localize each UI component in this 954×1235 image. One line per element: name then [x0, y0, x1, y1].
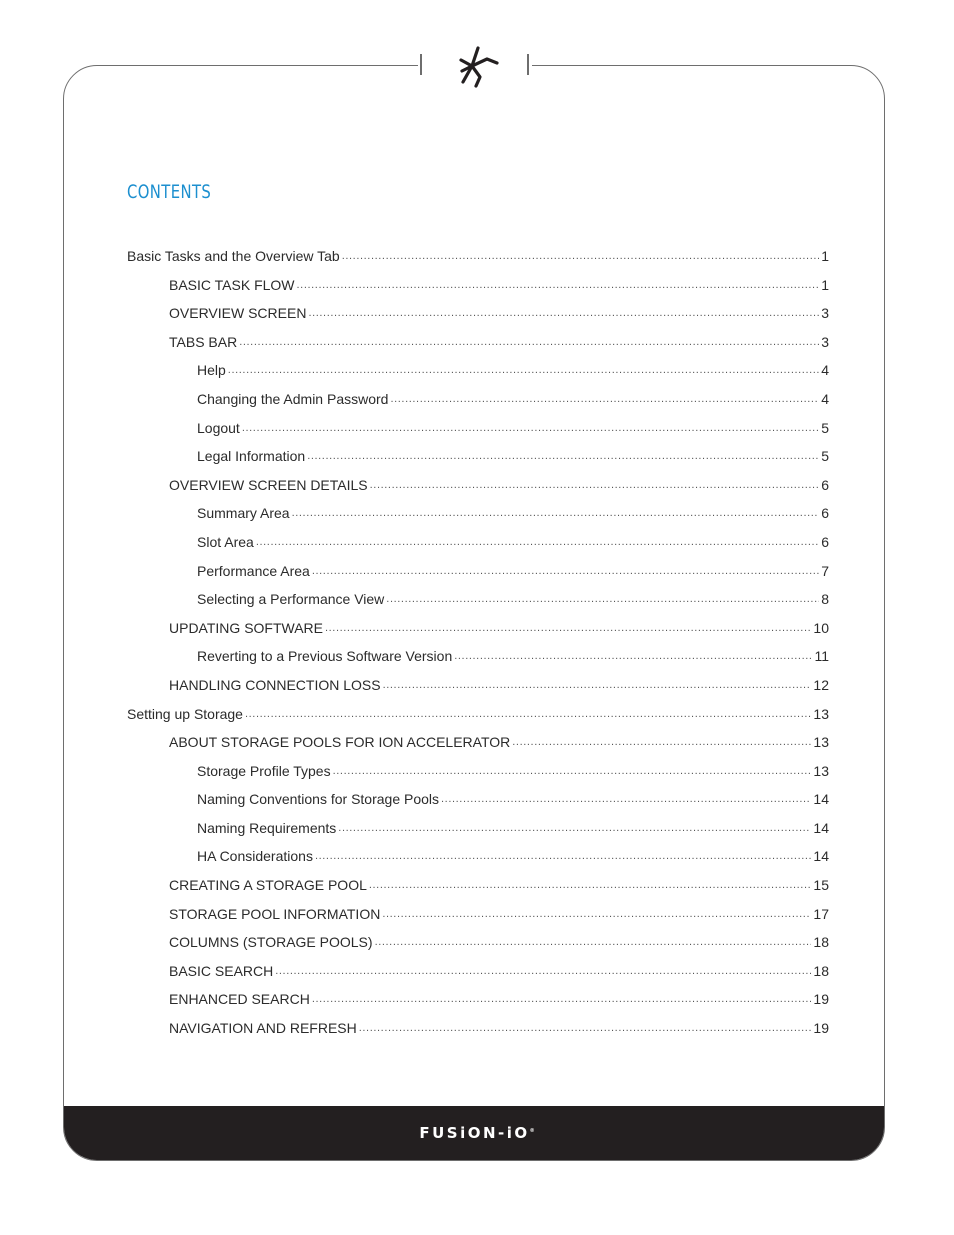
- fusion-io-star-logo-icon: [449, 44, 501, 90]
- toc-dot-leader: [369, 871, 812, 900]
- toc-dot-leader: [338, 814, 811, 843]
- toc-dot-leader: [370, 471, 820, 500]
- toc-entry-label: COLUMNS (STORAGE POOLS): [169, 934, 373, 951]
- toc-entry-label: Basic Tasks and the Overview Tab: [127, 248, 340, 264]
- toc-dot-leader: [307, 442, 819, 471]
- toc-entry-label: STORAGE POOL INFORMATION: [169, 905, 381, 922]
- toc-dot-leader: [256, 528, 819, 557]
- toc-entry-label: HA Considerations: [197, 848, 313, 865]
- toc-entry-page-number: 7: [821, 562, 829, 579]
- toc-dot-leader: [333, 757, 812, 786]
- toc-entry-label: Help: [197, 362, 226, 379]
- toc-entry-page-number: 4: [821, 390, 829, 407]
- toc-entry-page-number: 18: [813, 934, 829, 951]
- toc-entry-label: OVERVIEW SCREEN: [169, 305, 307, 322]
- toc-entry-page-number: 19: [813, 1020, 829, 1037]
- toc-entry-page-number: 15: [813, 877, 829, 894]
- toc-entry-page-number: 14: [813, 819, 829, 836]
- toc-entry-page-number: 10: [813, 619, 829, 636]
- footer-band: [64, 1106, 884, 1160]
- toc-dot-leader: [512, 728, 811, 757]
- toc-dot-leader: [245, 700, 811, 729]
- toc-entry[interactable]: [127, 499, 829, 528]
- toc-dot-leader: [297, 271, 820, 300]
- toc-entry-label: TABS BAR: [169, 333, 238, 350]
- toc-entry-page-number: 13: [813, 762, 829, 779]
- toc-entry-label: Reverting to a Previous Software Version: [197, 648, 453, 665]
- toc-entry[interactable]: [127, 671, 829, 700]
- toc-entry[interactable]: [127, 728, 829, 757]
- toc-entry-label: CREATING A STORAGE POOL: [169, 877, 367, 894]
- toc-dot-leader: [308, 299, 819, 328]
- toc-dot-leader: [382, 900, 811, 929]
- toc-entry[interactable]: [127, 700, 829, 729]
- toc-entry-label: Logout: [197, 419, 240, 436]
- toc-dot-leader: [325, 614, 811, 643]
- toc-entry-label: HANDLING CONNECTION LOSS: [169, 676, 381, 693]
- toc-dot-leader: [383, 671, 812, 700]
- toc-entry[interactable]: [127, 242, 829, 271]
- toc-entry-page-number: 6: [821, 476, 829, 493]
- toc-entry-page-number: 3: [821, 333, 829, 350]
- footer-logo-mark: ®: [529, 1128, 535, 1134]
- toc-entry-page-number: 12: [813, 676, 829, 693]
- toc-entry-page-number: 13: [813, 734, 829, 751]
- toc-entry[interactable]: [127, 528, 829, 557]
- footer-logo: [419, 1124, 534, 1142]
- toc-entry-label: OVERVIEW SCREEN DETAILS: [169, 476, 368, 493]
- toc-entry-label: Storage Profile Types: [197, 762, 331, 779]
- toc-entry[interactable]: [127, 1014, 829, 1043]
- toc-entry-page-number: 5: [821, 448, 829, 465]
- toc-entry[interactable]: [127, 442, 829, 471]
- toc-entry-label: Changing the Admin Password: [197, 390, 389, 407]
- toc-entry-label: Selecting a Performance View: [197, 591, 385, 608]
- toc-entry[interactable]: [127, 328, 829, 357]
- toc-dot-leader: [312, 985, 812, 1014]
- toc-entry-page-number: 5: [821, 419, 829, 436]
- toc-entry[interactable]: [127, 900, 829, 929]
- toc-dot-leader: [359, 1014, 812, 1043]
- toc-dot-leader: [239, 328, 819, 357]
- toc-entry[interactable]: [127, 814, 829, 843]
- toc-dot-leader: [375, 928, 812, 957]
- toc-dot-leader: [315, 842, 811, 871]
- page-title: CONTENTS: [127, 181, 212, 203]
- toc-entry[interactable]: [127, 757, 829, 786]
- toc-dot-leader: [275, 957, 811, 986]
- toc-entry-page-number: 19: [813, 991, 829, 1008]
- toc-entry[interactable]: [127, 299, 829, 328]
- toc-entry-page-number: 4: [821, 362, 829, 379]
- toc-entry-page-number: 1: [821, 276, 829, 293]
- toc-entry-page-number: 14: [813, 791, 829, 808]
- toc-entry-page-number: 18: [813, 962, 829, 979]
- toc-entry[interactable]: [127, 356, 829, 385]
- toc-entry[interactable]: [127, 271, 829, 300]
- toc-dot-leader: [386, 585, 819, 614]
- toc-entry[interactable]: [127, 985, 829, 1014]
- toc-entry[interactable]: [127, 385, 829, 414]
- toc-entry-page-number: 13: [813, 705, 829, 722]
- toc-entry-page-number: 6: [821, 533, 829, 550]
- toc-entry[interactable]: [127, 614, 829, 643]
- toc-entry-label: Naming Conventions for Storage Pools: [197, 791, 440, 808]
- toc-entry[interactable]: [127, 585, 829, 614]
- toc-entry-label: UPDATING SOFTWARE: [169, 619, 323, 636]
- toc-dot-leader: [292, 499, 820, 528]
- toc-dot-leader: [441, 785, 811, 814]
- toc-entry-label: BASIC TASK FLOW: [169, 276, 295, 293]
- toc-entry-label: ABOUT STORAGE POOLS FOR ION ACCELERATOR: [169, 734, 511, 751]
- toc-entry-label: Legal Information: [197, 448, 306, 465]
- toc-dot-leader: [342, 242, 820, 271]
- toc-entry-label: ENHANCED SEARCH: [169, 991, 310, 1008]
- toc-entry-label: Slot Area: [197, 533, 254, 550]
- toc-entry[interactable]: [127, 957, 829, 986]
- toc-entry-label: BASIC SEARCH: [169, 962, 274, 979]
- toc-entry-label: Setting up Storage: [127, 705, 243, 722]
- footer-logo-text: FUSiON-iO: [419, 1124, 530, 1142]
- toc-dot-leader: [242, 414, 819, 443]
- toc-entry-page-number: 3: [821, 305, 829, 322]
- toc-entry[interactable]: [127, 928, 829, 957]
- header-divider-right: [527, 54, 529, 75]
- toc-entry-label: Performance Area: [197, 562, 310, 579]
- toc-entry[interactable]: [127, 871, 829, 900]
- toc-entry-page-number: 6: [821, 505, 829, 522]
- toc-dot-leader: [454, 642, 812, 671]
- toc-dot-leader: [228, 356, 819, 385]
- toc-entry-page-number: 17: [813, 905, 829, 922]
- toc-entry-page-number: 8: [821, 591, 829, 608]
- toc-entry-label: NAVIGATION AND REFRESH: [169, 1020, 357, 1037]
- toc-dot-leader: [390, 385, 819, 414]
- toc-entry[interactable]: [127, 842, 829, 871]
- toc-entry-page-number: 14: [813, 848, 829, 865]
- toc-entry[interactable]: [127, 785, 829, 814]
- toc-entry-label: Naming Requirements: [197, 819, 337, 836]
- toc-entry[interactable]: [127, 414, 829, 443]
- toc-entry-page-number: 11: [814, 648, 829, 665]
- table-of-contents: [127, 242, 829, 1043]
- toc-entry[interactable]: [127, 642, 829, 671]
- toc-dot-leader: [312, 557, 819, 586]
- toc-entry-label: Summary Area: [197, 505, 290, 522]
- toc-entry-page-number: 1: [821, 248, 829, 264]
- toc-entry[interactable]: [127, 557, 829, 586]
- toc-entry[interactable]: [127, 471, 829, 500]
- header-divider-left: [420, 54, 422, 75]
